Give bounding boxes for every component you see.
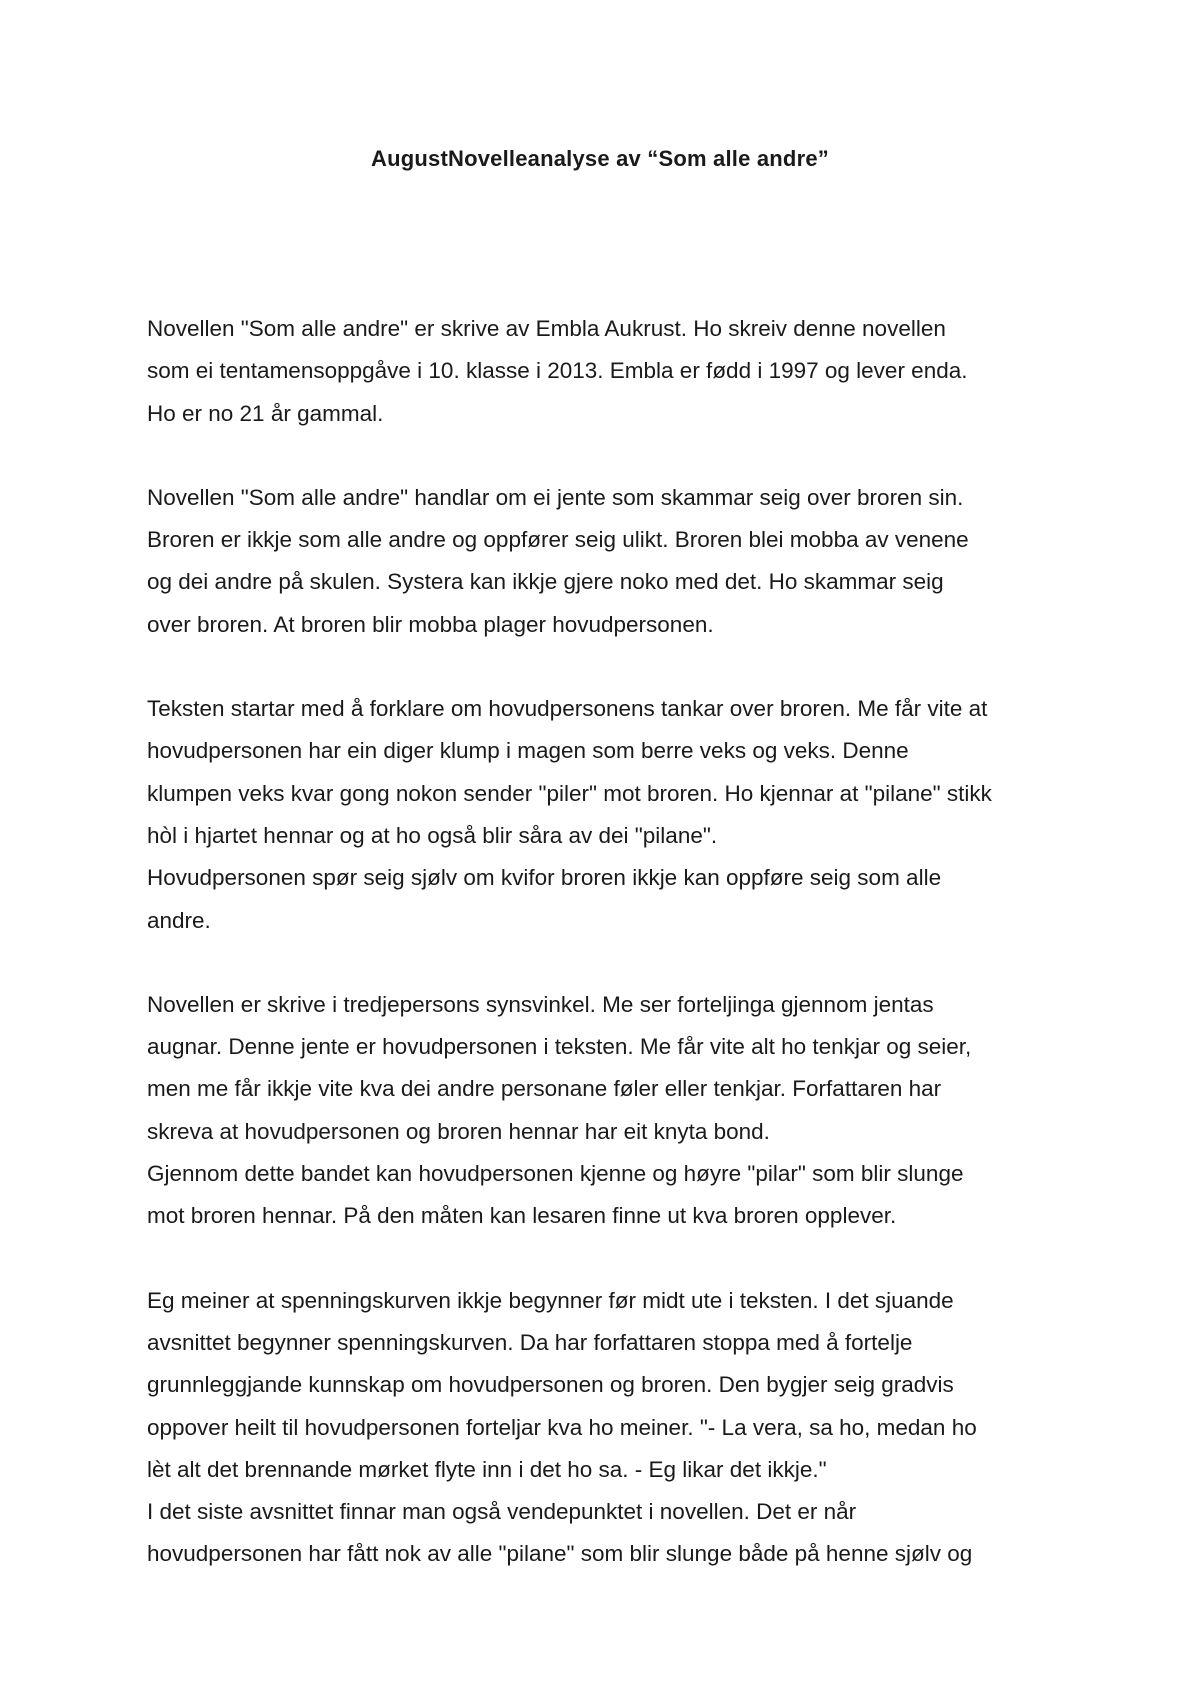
paragraph: [147, 688, 1067, 942]
text-line: klumpen veks kvar gong nokon sender "piler" mot broren. Ho kjennar at "pilane" stikk: [147, 780, 992, 806]
text-line: oppover heilt til hovudpersonen forteljar kva ho meiner. "- La vera, sa ho, medan ho: [147, 1414, 977, 1440]
document-body: [147, 308, 1067, 1618]
text-line: Hovudpersonen spør seig sjølv om kvifor broren ikkje kan oppføre seig som alle: [147, 865, 942, 891]
document-title: AugustNovelleanalyse av “Som alle andre”: [371, 146, 829, 171]
text-line: og dei andre på skulen. Systera kan ikkje gjere noko med det. Ho skammar seig: [147, 569, 944, 595]
text-line: mot broren hennar. På den måten kan lesaren finne ut kva broren opplever.: [147, 1203, 897, 1229]
text-line: Broren er ikkje som alle andre og oppfører seig ulikt. Broren blei mobba av venene: [147, 527, 969, 553]
paragraph: [147, 477, 1067, 646]
text-line: grunnleggjande kunnskap om hovudpersonen og broren. Den bygjer seig gradvis: [147, 1372, 954, 1398]
text-line: Novellen er skrive i tredjepersons synsvinkel. Me ser forteljinga gjennom jentas: [147, 991, 934, 1017]
text-line: skreva at hovudpersonen og broren hennar har eit knyta bond.: [147, 1118, 770, 1144]
text-line: hovudpersonen har ein diger klump i magen som berre veks og veks. Denne: [147, 738, 909, 764]
text-line: avsnittet begynner spenningskurven. Da har forfattaren stoppa med å fortelje: [147, 1329, 913, 1355]
text-line: hovudpersonen har fått nok av alle "pilane" som blir slunge både på henne sjølv og: [147, 1541, 973, 1567]
text-line: lèt alt det brennande mørket flyte inn i det ho sa. - Eg likar det ikkje.": [147, 1456, 827, 1482]
text-line: I det siste avsnittet finnar man også vendepunktet i novellen. Det er når: [147, 1499, 857, 1525]
text-line: hòl i hjartet hennar og at ho også blir såra av dei "pilane".: [147, 822, 718, 848]
text-line: Teksten startar med å forklare om hovudpersonens tankar over broren. Me får vite at: [147, 696, 988, 722]
text-line: som ei tentamensoppgåve i 10. klasse i 2013. Embla er fødd i 1997 og lever enda.: [147, 358, 968, 384]
text-line: Eg meiner at spenningskurven ikkje begynner før midt ute i teksten. I det sjuande: [147, 1287, 954, 1313]
text-line: men me får ikkje vite kva dei andre personane føler eller tenkjar. Forfattaren har: [147, 1076, 942, 1102]
text-line: over broren. At broren blir mobba plager hovudpersonen.: [147, 611, 714, 637]
text-line: Gjennom dette bandet kan hovudpersonen kjenne og høyre "pilar" som blir slunge: [147, 1161, 964, 1187]
paragraph: [147, 984, 1067, 1238]
text-line: andre.: [147, 907, 211, 933]
paragraph: [147, 1280, 1067, 1576]
paragraph: [147, 308, 1067, 435]
text-line: Novellen "Som alle andre" handlar om ei jente som skammar seig over broren sin.: [147, 484, 964, 510]
text-line: Ho er no 21 år gammal.: [147, 400, 384, 426]
text-line: augnar. Denne jente er hovudpersonen i teksten. Me får vite alt ho tenkjar og seier,: [147, 1034, 972, 1060]
text-line: Novellen "Som alle andre" er skrive av Embla Aukrust. Ho skreiv denne novellen: [147, 316, 946, 341]
